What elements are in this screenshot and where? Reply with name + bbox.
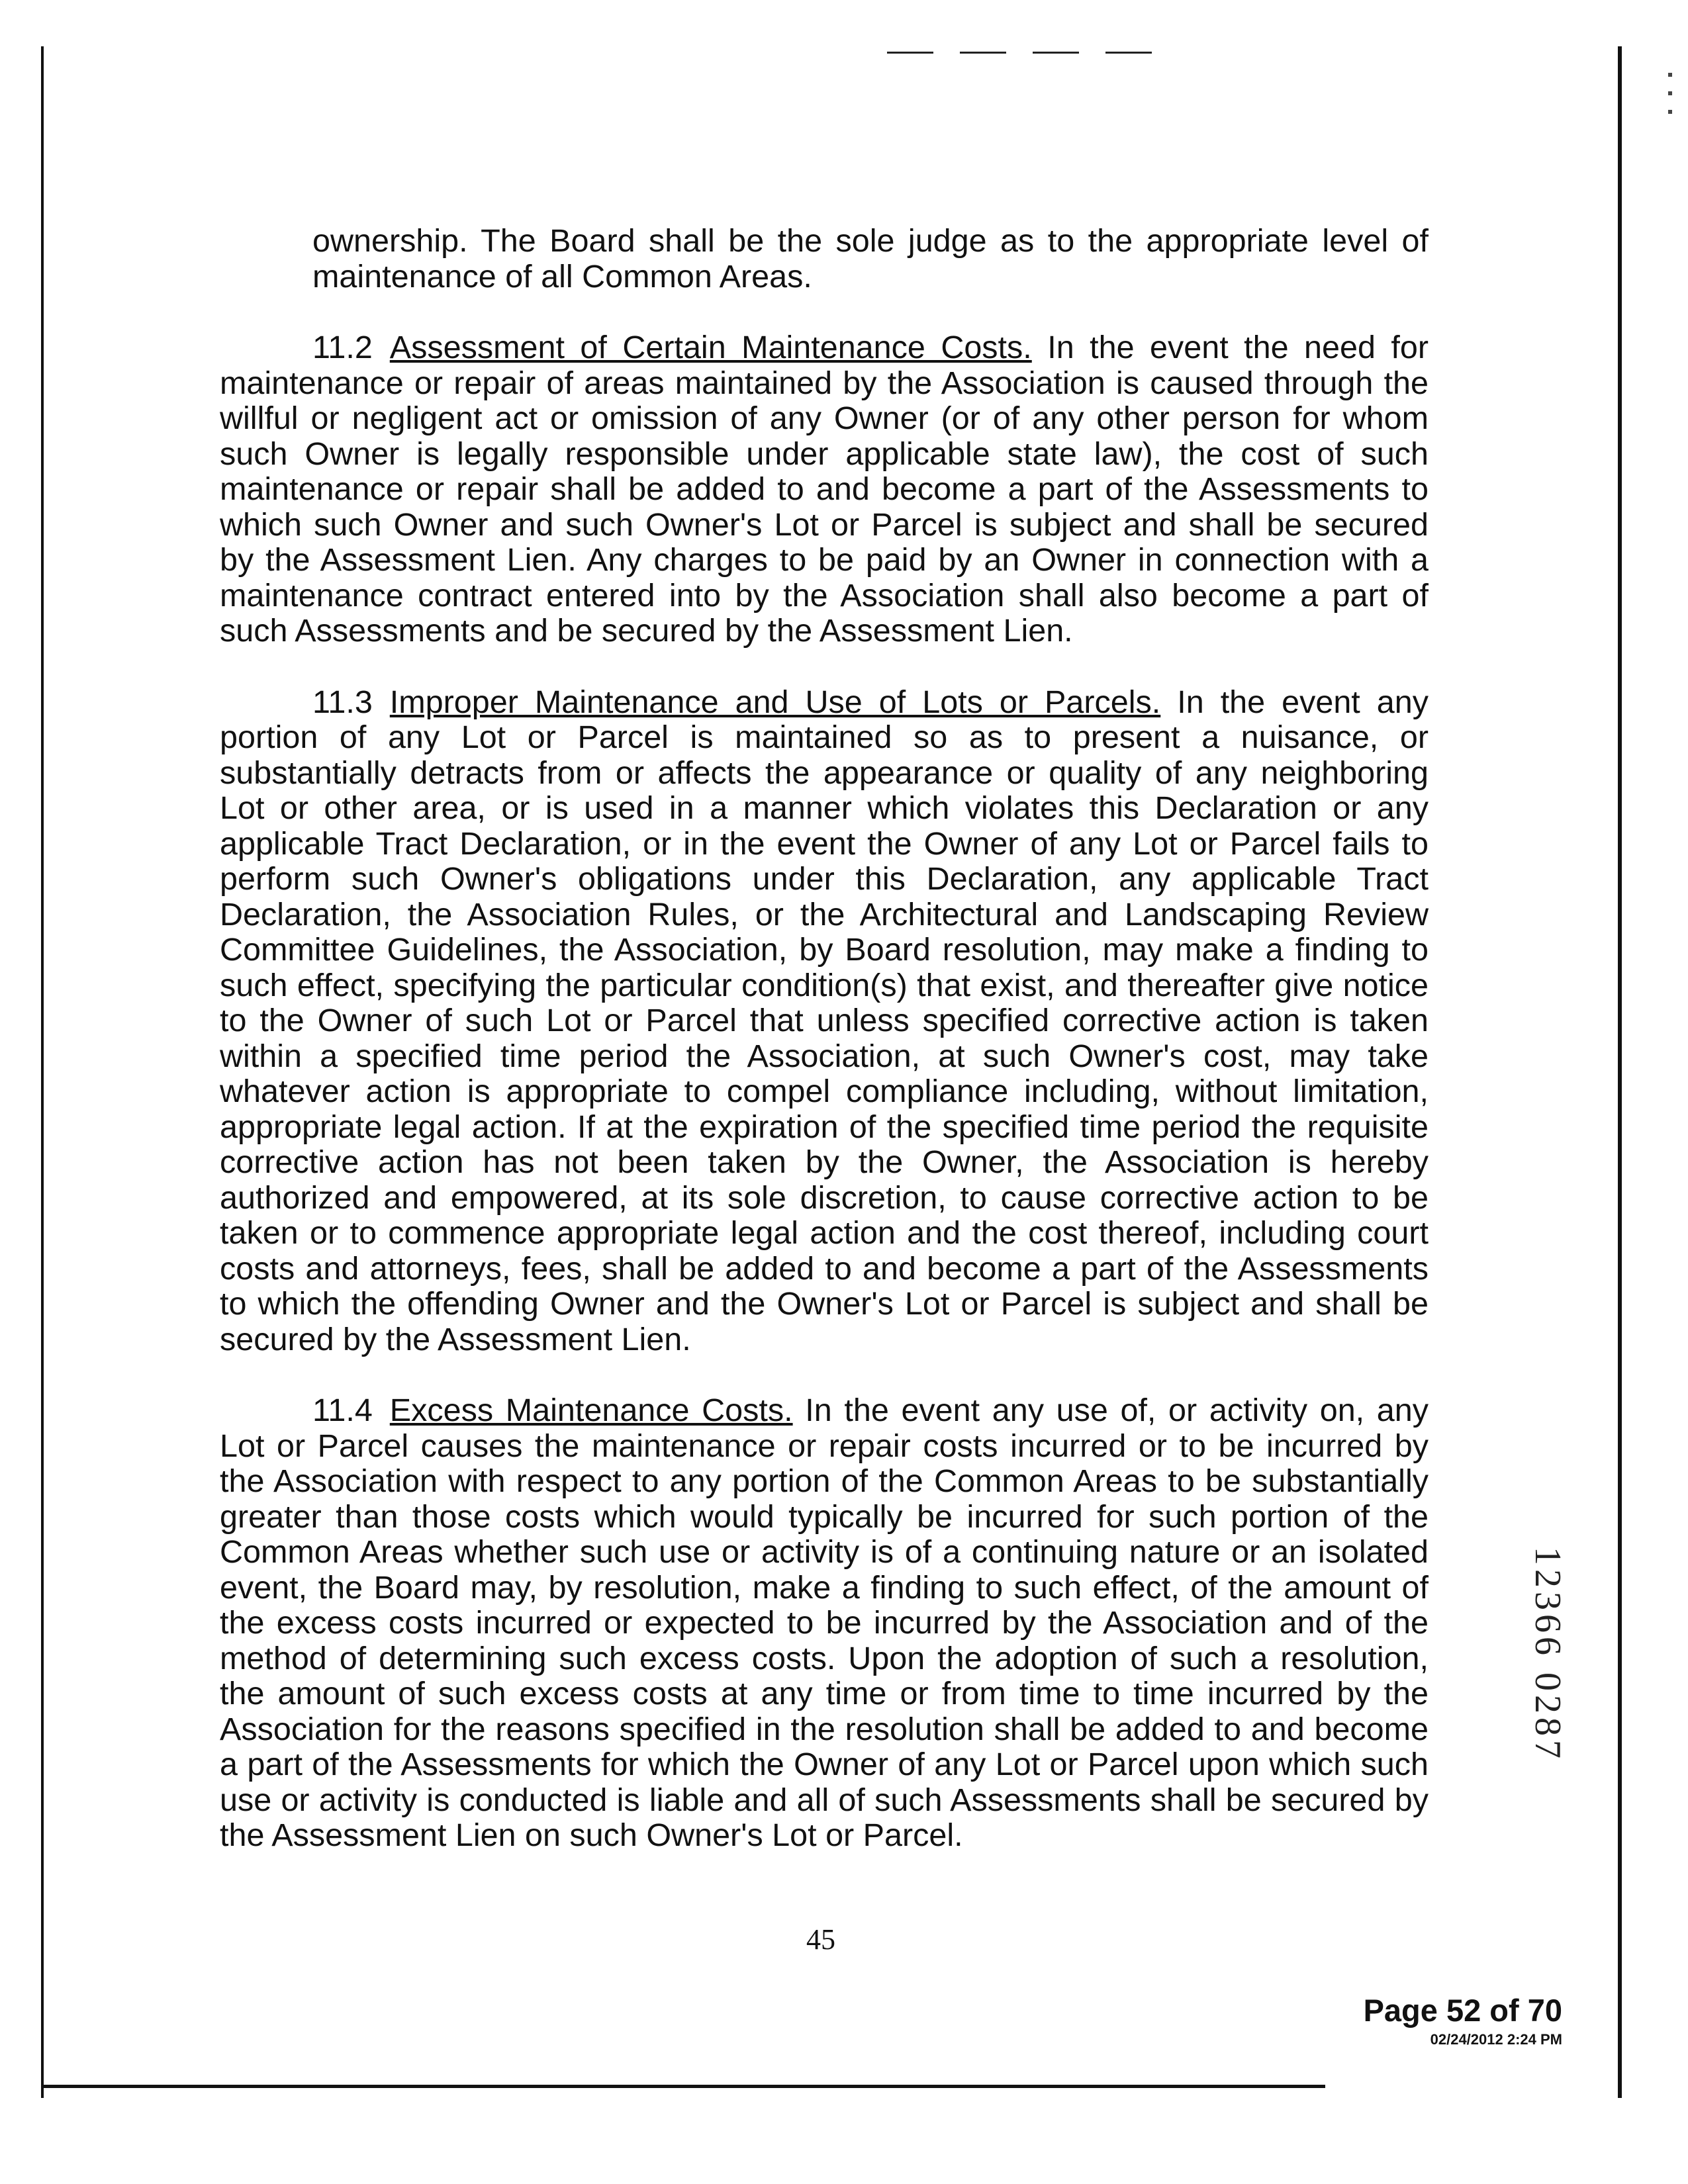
right-scan-edge [1618,46,1622,2098]
section-11-2 [220,330,1429,649]
section-11-4 [220,1393,1429,1854]
section-body: In the event any use of, or activity on, any Lot or Parcel causes the maintenance or repair costs incurred or to be incurred by the Association with respect to any portion of the Common Areas to be substantially greater than those costs which would typically be incurred for such portion of the Common Areas whether such use or activity is of a continuing nature or an isolated event, the Board may, by resolution, make a finding to such effect, of the amount of the excess costs incurred or expected to be incurred by the Association and of the method of determining such excess costs. Upon the adoption of such a resolution, the amount of such excess costs at any time or from time to time incurred by the Association for the reasons specified in the resolution shall be added to and become a part of the Assessments for which the Owner of any Lot or Parcel upon which such use or activity is conducted is liable and all of such Assessments shall be secured by the Assessment Lien on such Owner's Lot or Parcel. [220,1392,1429,1853]
section-number: 11.2 [312,330,373,365]
section-11-3 [220,685,1429,1358]
bottom-scan-edge [41,2085,1325,2088]
section-heading: Excess Maintenance Costs. [389,1392,793,1428]
section-heading: Assessment of Certain Maintenance Costs. [389,330,1032,365]
document-body [220,224,1429,1889]
recording-page-label: Page 52 of 70 [1363,1993,1562,2028]
section-number: 11.3 [312,684,373,720]
page-number: 45 [806,1923,835,1956]
top-scan-dashes [887,52,1178,54]
section-body: In the event the need for maintenance or repair of areas maintained by the Association is caused through the willful or negligent act or omission of any Owner (or of any other person for whom such Owner is legally responsible under applicable state law), the cost of such maintenance or repair shall be added to and become a part of the Assessments to which such Owner and such Owner's Lot or Parcel is subject and shall be secured by the Assessment Lien. Any charges to be paid by an Owner in connection with a maintenance contract entered into by the Association shall also become a part of such Assessments and be secured by the Assessment Lien. [220,330,1429,649]
recording-timestamp: 02/24/2012 2:24 PM [1430,2031,1562,2048]
recording-side-stamp [1515,1522,1581,1787]
left-scan-edge [41,46,44,2098]
section-number: 11.4 [312,1392,373,1428]
side-stamp-text: 12366 0287 [1527,1547,1568,1762]
section-heading: Improper Maintenance and Use of Lots or Parcels. [389,684,1161,720]
right-scan-marks [1668,73,1672,126]
opening-paragraph [220,224,1429,295]
section-body: In the event any portion of any Lot or Parcel is maintained so as to present a nuisance, or substantially detracts from or affects the appearance or quality of any neighboring Lot or other area, or is used in a manner which violates this Declaration or any applicable Tract Declaration, or in the event the Owner of any Lot or Parcel fails to perform such Owner's obligations under this Declaration, any applicable Tract Declaration, the Association Rules, or the Architectural and Landscaping Review Committee Guidelines, the Association, by Board resolution, may make a finding to such effect, specifying the particular condition(s) that exist, and thereafter give notice to the Owner of such Lot or Parcel that unless specified corrective action is taken within a specified time period the Association, at such Owner's cost, may take whatever action is appropriate to compel compliance including, without limitation, appropriate legal action. If at the expiration of the specified time period the requisite corrective action has not been taken by the Owner, the Association is hereby authorized and empowered, at its sole discretion, to cause corrective action to be taken or to commence appropriate legal action and the cost thereof, including court costs and attorneys, fees, shall be added to and become a part of the Assessments to which the offending Owner and the Owner's Lot or Parcel is subject and shall be secured by the Assessment Lien. [220,684,1429,1357]
opening-text: ownership. The Board shall be the sole judge as to the appropriate level of maintenance of all Common Areas. [312,223,1429,295]
